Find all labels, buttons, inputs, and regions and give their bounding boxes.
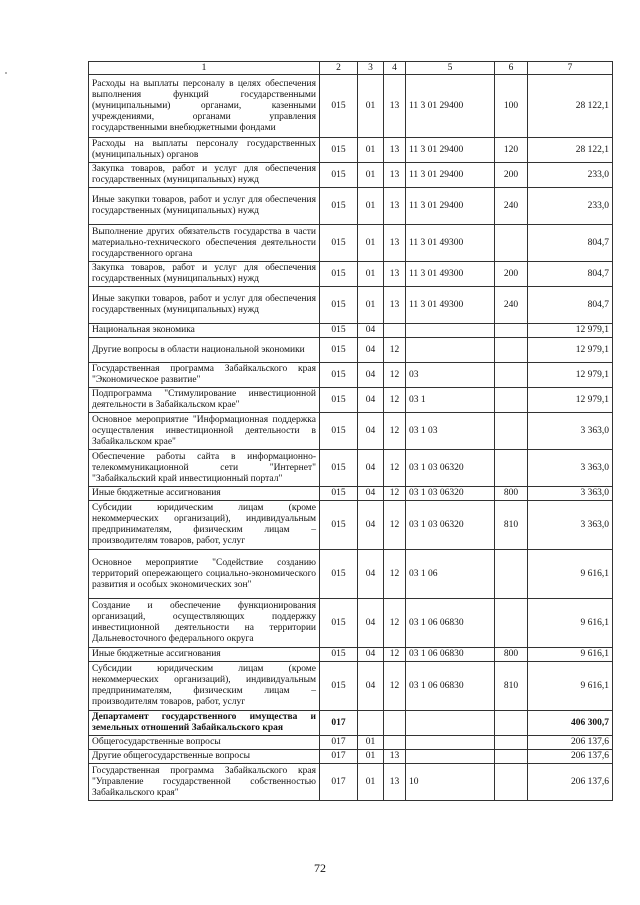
row-pr-cell [384, 711, 406, 736]
row-pr-cell: 12 [384, 388, 406, 413]
header-cell-7: 7 [528, 62, 613, 75]
row-csr-cell: 11 3 01 29400 [406, 75, 495, 138]
row-vr-cell [495, 599, 528, 648]
table-header-row [89, 62, 613, 75]
row-rz-cell: 04 [358, 550, 384, 599]
row-csr-cell: 11 3 01 29400 [406, 138, 495, 163]
table-row [89, 413, 613, 450]
row-sum-cell: 406 300,7 [528, 711, 613, 736]
row-sum-cell: 12 979,1 [528, 388, 613, 413]
row-rz-cell: 01 [358, 736, 384, 750]
row-rz-cell: 01 [358, 188, 384, 225]
row-vr-cell: 810 [495, 501, 528, 550]
row-rz-cell: 04 [358, 413, 384, 450]
row-csr-cell: 03 [406, 363, 495, 388]
row-pr-cell: 12 [384, 599, 406, 648]
row-ved-cell: 015 [320, 450, 358, 487]
row-csr-cell: 03 1 03 06320 [406, 450, 495, 487]
row-csr-cell: 11 3 01 29400 [406, 188, 495, 225]
row-sum-cell: 206 137,6 [528, 750, 613, 764]
row-ved-cell: 015 [320, 648, 358, 662]
row-vr-cell [495, 363, 528, 388]
row-sum-cell: 804,7 [528, 287, 613, 324]
table-row [89, 163, 613, 188]
row-vr-cell: 100 [495, 75, 528, 138]
row-csr-cell: 03 1 [406, 388, 495, 413]
row-csr-cell: 03 1 03 [406, 413, 495, 450]
row-ved-cell: 015 [320, 225, 358, 262]
row-name-cell: Иные закупки товаров, работ и услуг для обеспечения государственных (муниципальных) нужд [89, 188, 320, 225]
row-name-cell: Основное мероприятие "Содействие созданию территорий опережающего социально-экономического развития и особых экономических зон" [89, 550, 320, 599]
row-pr-cell [384, 324, 406, 338]
row-rz-cell: 04 [358, 388, 384, 413]
row-vr-cell: 240 [495, 188, 528, 225]
table-row [89, 262, 613, 287]
row-ved-cell: 017 [320, 750, 358, 764]
row-sum-cell: 9 616,1 [528, 599, 613, 648]
row-csr-cell: 11 3 01 49300 [406, 225, 495, 262]
row-rz-cell: 01 [358, 75, 384, 138]
row-csr-cell [406, 338, 495, 363]
row-ved-cell: 015 [320, 487, 358, 501]
row-pr-cell: 12 [384, 550, 406, 599]
row-sum-cell: 12 979,1 [528, 338, 613, 363]
row-csr-cell [406, 324, 495, 338]
row-rz-cell: 04 [358, 662, 384, 711]
row-ved-cell: 015 [320, 599, 358, 648]
table-row [89, 599, 613, 648]
row-name-cell: Основное мероприятие "Информационная поддержка осуществления инвестиционной деятельности в Забайкальском крае" [89, 413, 320, 450]
row-vr-cell: 800 [495, 487, 528, 501]
row-rz-cell: 01 [358, 750, 384, 764]
table-row [89, 388, 613, 413]
row-pr-cell: 13 [384, 287, 406, 324]
row-vr-cell [495, 388, 528, 413]
row-name-cell: Закупка товаров, работ и услуг для обеспечения государственных (муниципальных) нужд [89, 163, 320, 188]
row-csr-cell: 03 1 06 06830 [406, 662, 495, 711]
table-row [89, 501, 613, 550]
row-sum-cell: 804,7 [528, 262, 613, 287]
row-name-cell: Другие общегосударственные вопросы [89, 750, 320, 764]
row-vr-cell [495, 550, 528, 599]
row-name-cell: Создание и обеспечение функционирования организаций, осуществляющих поддержку инвестиционной деятельности на территории Дальневосточного федерального округа [89, 599, 320, 648]
row-rz-cell: 01 [358, 225, 384, 262]
table-row [89, 662, 613, 711]
table-row [89, 75, 613, 138]
row-pr-cell: 12 [384, 501, 406, 550]
row-ved-cell: 015 [320, 550, 358, 599]
row-sum-cell: 3 363,0 [528, 413, 613, 450]
row-name-cell: Государственная программа Забайкальского края "Экономическое развитие" [89, 363, 320, 388]
row-pr-cell: 13 [384, 138, 406, 163]
row-rz-cell: 04 [358, 324, 384, 338]
row-pr-cell: 12 [384, 450, 406, 487]
table-row [89, 648, 613, 662]
row-pr-cell: 13 [384, 225, 406, 262]
row-vr-cell [495, 338, 528, 363]
row-csr-cell: 10 [406, 764, 495, 801]
row-sum-cell: 12 979,1 [528, 363, 613, 388]
row-rz-cell: 04 [358, 363, 384, 388]
row-csr-cell: 03 1 03 06320 [406, 501, 495, 550]
row-rz-cell: 01 [358, 287, 384, 324]
table-row [89, 750, 613, 764]
table-row [89, 487, 613, 501]
table-row [89, 287, 613, 324]
row-name-cell: Общегосударственные вопросы [89, 736, 320, 750]
budget-table [88, 61, 613, 801]
row-vr-cell: 200 [495, 163, 528, 188]
table-row [89, 225, 613, 262]
row-rz-cell: 04 [358, 648, 384, 662]
header-cell-5: 5 [406, 62, 495, 75]
row-vr-cell [495, 450, 528, 487]
table-row [89, 711, 613, 736]
row-pr-cell: 13 [384, 764, 406, 801]
row-vr-cell [495, 225, 528, 262]
row-csr-cell: 11 3 01 49300 [406, 287, 495, 324]
row-name-cell: Расходы на выплаты персоналу в целях обеспечения выполнения функций государственными (муниципальными) органами, казенными учреждениями, органами управления государственными внебюджетными фондами [89, 75, 320, 138]
row-name-cell: Национальная экономика [89, 324, 320, 338]
row-rz-cell: 04 [358, 501, 384, 550]
row-ved-cell: 015 [320, 287, 358, 324]
row-sum-cell: 3 363,0 [528, 501, 613, 550]
row-pr-cell: 13 [384, 262, 406, 287]
row-sum-cell: 206 137,6 [528, 764, 613, 801]
row-vr-cell [495, 324, 528, 338]
row-sum-cell: 28 122,1 [528, 138, 613, 163]
row-csr-cell: 03 1 06 [406, 550, 495, 599]
row-vr-cell [495, 711, 528, 736]
row-ved-cell: 015 [320, 163, 358, 188]
table-row [89, 338, 613, 363]
row-ved-cell: 015 [320, 662, 358, 711]
row-csr-cell: 03 1 03 06320 [406, 487, 495, 501]
row-rz-cell: 04 [358, 487, 384, 501]
row-name-cell: Закупка товаров, работ и услуг для обеспечения государственных (муниципальных) нужд [89, 262, 320, 287]
row-sum-cell: 206 137,6 [528, 736, 613, 750]
row-rz-cell [358, 711, 384, 736]
row-ved-cell: 017 [320, 711, 358, 736]
row-pr-cell: 13 [384, 163, 406, 188]
row-name-cell: Иные закупки товаров, работ и услуг для обеспечения государственных (муниципальных) нужд [89, 287, 320, 324]
row-pr-cell: 13 [384, 188, 406, 225]
header-cell-4: 4 [384, 62, 406, 75]
row-vr-cell [495, 736, 528, 750]
row-name-cell: Государственная программа Забайкальского края "Управление государственной собственностью Забайкальского края" [89, 764, 320, 801]
row-sum-cell: 233,0 [528, 163, 613, 188]
row-vr-cell: 800 [495, 648, 528, 662]
row-vr-cell: 810 [495, 662, 528, 711]
header-cell-3: 3 [358, 62, 384, 75]
table-row [89, 764, 613, 801]
row-rz-cell: 04 [358, 338, 384, 363]
row-sum-cell: 9 616,1 [528, 648, 613, 662]
header-cell-6: 6 [495, 62, 528, 75]
row-pr-cell: 13 [384, 750, 406, 764]
row-ved-cell: 017 [320, 736, 358, 750]
scan-speck [5, 72, 7, 74]
row-rz-cell: 04 [358, 450, 384, 487]
row-pr-cell: 12 [384, 662, 406, 711]
row-csr-cell: 11 3 01 49300 [406, 262, 495, 287]
table-row [89, 450, 613, 487]
table-row [89, 736, 613, 750]
row-name-cell: Субсидии юридическим лицам (кроме некоммерческих организаций), индивидуальным предпринимателям, физическим лицам – производителям товаров, работ, услуг [89, 662, 320, 711]
row-csr-cell [406, 711, 495, 736]
row-name-cell: Иные бюджетные ассигнования [89, 487, 320, 501]
row-sum-cell: 3 363,0 [528, 450, 613, 487]
row-vr-cell: 240 [495, 287, 528, 324]
row-ved-cell: 017 [320, 764, 358, 801]
row-vr-cell [495, 764, 528, 801]
header-cell-1: 1 [89, 62, 320, 75]
row-vr-cell [495, 413, 528, 450]
row-pr-cell: 12 [384, 487, 406, 501]
header-cell-2: 2 [320, 62, 358, 75]
row-sum-cell: 12 979,1 [528, 324, 613, 338]
row-ved-cell: 015 [320, 363, 358, 388]
row-csr-cell: 03 1 06 06830 [406, 599, 495, 648]
row-pr-cell [384, 736, 406, 750]
row-pr-cell: 13 [384, 75, 406, 138]
row-ved-cell: 015 [320, 338, 358, 363]
row-csr-cell [406, 736, 495, 750]
row-rz-cell: 01 [358, 138, 384, 163]
row-vr-cell: 120 [495, 138, 528, 163]
row-sum-cell: 9 616,1 [528, 550, 613, 599]
row-ved-cell: 015 [320, 413, 358, 450]
row-rz-cell: 01 [358, 262, 384, 287]
row-sum-cell: 804,7 [528, 225, 613, 262]
table-row [89, 138, 613, 163]
row-sum-cell: 9 616,1 [528, 662, 613, 711]
row-pr-cell: 12 [384, 413, 406, 450]
row-ved-cell: 015 [320, 501, 358, 550]
row-rz-cell: 04 [358, 599, 384, 648]
row-ved-cell: 015 [320, 388, 358, 413]
row-name-cell: Обеспечение работы сайта в информационно-телекоммуникационной сети "Интернет" "Забайкальский край инвестиционный портал" [89, 450, 320, 487]
row-ved-cell: 015 [320, 262, 358, 287]
row-ved-cell: 015 [320, 324, 358, 338]
row-rz-cell: 01 [358, 764, 384, 801]
row-name-cell: Субсидии юридическим лицам (кроме некоммерческих организаций), индивидуальным предпринимателям, физическим лицам – производителям товаров, работ, услуг [89, 501, 320, 550]
table-row [89, 324, 613, 338]
row-name-cell: Подпрограмма "Стимулирование инвестиционной деятельности в Забайкальском крае" [89, 388, 320, 413]
page-number: 72 [314, 861, 326, 875]
row-csr-cell [406, 750, 495, 764]
row-ved-cell: 015 [320, 138, 358, 163]
row-ved-cell: 015 [320, 188, 358, 225]
row-sum-cell: 3 363,0 [528, 487, 613, 501]
row-pr-cell: 12 [384, 338, 406, 363]
row-csr-cell: 11 3 01 29400 [406, 163, 495, 188]
row-csr-cell: 03 1 06 06830 [406, 648, 495, 662]
row-sum-cell: 233,0 [528, 188, 613, 225]
row-pr-cell: 12 [384, 648, 406, 662]
row-name-cell: Расходы на выплаты персоналу государственных (муниципальных) органов [89, 138, 320, 163]
row-vr-cell [495, 750, 528, 764]
row-rz-cell: 01 [358, 163, 384, 188]
table-row [89, 363, 613, 388]
row-name-cell: Иные бюджетные ассигнования [89, 648, 320, 662]
row-vr-cell: 200 [495, 262, 528, 287]
row-name-cell: Другие вопросы в области национальной экономики [89, 338, 320, 363]
row-pr-cell: 12 [384, 363, 406, 388]
table-row [89, 188, 613, 225]
row-name-cell: Департамент государственного имущества и земельных отношений Забайкальского края [89, 711, 320, 736]
row-ved-cell: 015 [320, 75, 358, 138]
row-sum-cell: 28 122,1 [528, 75, 613, 138]
budget-table-body [89, 62, 613, 801]
row-name-cell: Выполнение других обязательств государства в части материально-технического обеспечения деятельности государственного органа [89, 225, 320, 262]
table-row [89, 550, 613, 599]
